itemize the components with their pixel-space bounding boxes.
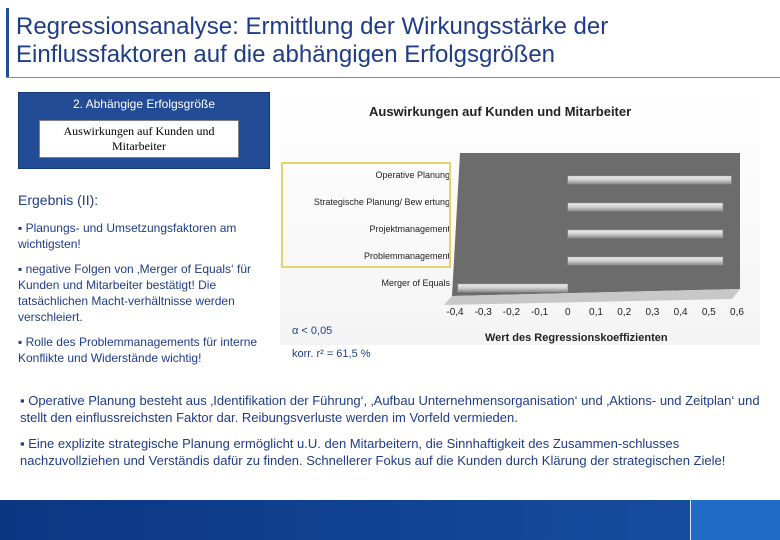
chart-back-wall [452,153,740,296]
category-label-2: Projektmanagement [369,224,450,234]
chart-x-axis-label: Wert des Regressionskoeffizienten [485,332,668,344]
bar-0 [568,176,732,184]
bar-4 [458,284,568,292]
dependent-variable-label: Auswirkungen auf Kunden und Mitarbeiter [39,120,239,158]
planning-factors-highlight [281,162,451,268]
paragraph-operative-planning: ▪ Operative Planung besteht aus ‚Identifikation der Führung‘, ‚Aufbau Unternehmensorganisation‘ und ‚Aktions- und Zeitplan‘ und stellt den einflussreichsten Faktor dar. Reibungsverluste werden im Vorfeld vermieden. [20,393,760,425]
page-title: Regressionsanalyse: Ermittlung der Wirkungsstärke der Einflussfaktoren auf die abhängigen Erfolgsgrößen [16,13,609,68]
bar-2 [568,230,723,238]
footer-bar [0,500,780,540]
result-bullet-planning: ▪ Planungs- und Umsetzungsfaktoren am wichtigsten! [18,221,237,251]
x-tick-label-4: 0 [565,307,571,318]
footer-left-panel [0,500,690,540]
result-bullet-problem-management: ▪ Rolle des Problemmanagements für interne Konflikte und Widerstände wichtig! [18,335,258,365]
dependent-variable-box [18,92,270,169]
x-tick-label-10: 0,6 [730,307,744,318]
category-label-4: Merger of Equals [381,278,450,288]
result-heading: Ergebnis (II): [18,192,99,208]
x-tick-label-8: 0,4 [673,307,688,318]
significance-level: α < 0,05 [292,325,333,337]
x-tick-label-7: 0,3 [645,307,660,318]
title-accent-bar [6,8,9,78]
dependent-variable-header: 2. Abhängige Erfolgsgröße [72,97,216,111]
paragraph-strategic-planning: ▪ Eine explizite strategische Planung ermöglicht u.U. den Mitarbeitern, die Sinnhaftigkeit des Zusammen-schlusses nachzuvollziehen und Verständis dafür zu finden. Schnellerer Fokus auf die Kunden durch Klärung der strategischen Ziele! [20,436,726,468]
x-tick-label-5: 0,1 [589,307,603,318]
x-tick-label-9: 0,5 [701,307,716,318]
footer-right-panel [691,500,780,540]
x-tick-label-3: -0,1 [530,307,549,318]
adjusted-r-squared: korr. r² = 61,5 % [292,348,371,360]
category-label-0: Operative Planung [375,170,450,180]
category-label-1: Strategische Planung/ Bew ertung [313,197,450,207]
x-tick-label-2: -0,2 [502,307,521,318]
bar-3 [568,257,723,265]
x-tick-label-6: 0,2 [617,307,632,318]
x-tick-label-1: -0,3 [474,307,492,318]
chart-title: Auswirkungen auf Kunden und Mitarbeiter [369,104,632,119]
bar-1 [568,203,723,211]
result-bullet-merger: ▪ negative Folgen von ‚Merger of Equals‘ für Kunden und Mitarbeiter bestätigt! Die tatsächlichen Macht-verhältnisse werden verschleiert. [18,262,252,324]
category-label-3: Problemmanagement [363,251,450,261]
x-tick-label-0: -0,4 [446,307,464,318]
title-divider [6,77,780,78]
